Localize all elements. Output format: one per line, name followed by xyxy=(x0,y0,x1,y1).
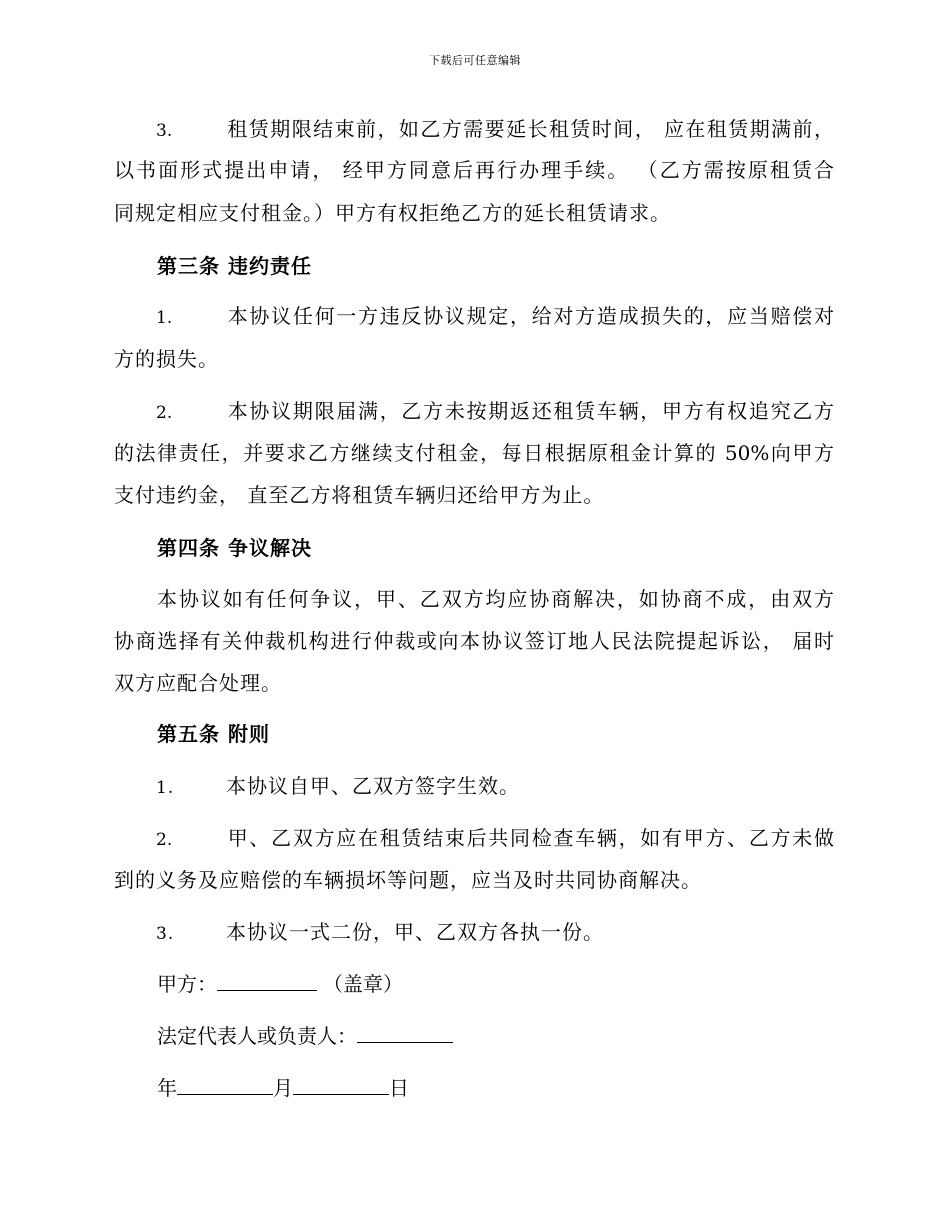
item-text: 本协议自甲、乙双方签字生效。 xyxy=(226,774,520,798)
clause5-title: 第五条 附则 xyxy=(157,722,270,746)
clause3-item1-line2: 方的损失。 xyxy=(114,347,219,371)
clause5-item2-line2: 到的义务及应赔偿的车辆损坏等问题，应当及时共同协商解决。 xyxy=(114,868,702,892)
item-number: 3. xyxy=(156,924,175,944)
clause2-item3-line1 xyxy=(114,116,834,144)
clause2-item3-line2: 以书面形式提出申请， 经甲方同意后再行办理手续。 （乙方需按原租赁合 xyxy=(114,158,834,182)
clause3-item2-line1 xyxy=(114,398,834,426)
day-label: 日 xyxy=(389,1076,409,1100)
clause5-item1 xyxy=(114,773,834,801)
year-label: 年 xyxy=(157,1076,177,1100)
day-blank[interactable] xyxy=(293,1074,389,1095)
clause5-item3 xyxy=(114,919,834,947)
item-text: 甲、乙双方应在租赁结束后共同检查车辆，如有甲方、乙方未做 xyxy=(226,826,834,850)
party-a-label: 甲方： xyxy=(157,972,217,996)
representative-blank[interactable] xyxy=(357,1022,453,1043)
month-label: 月 xyxy=(273,1076,293,1100)
representative-line xyxy=(157,1022,877,1049)
item-text: 租赁期限结束前，如乙方需要延长租赁时间， 应在租赁期满前， xyxy=(226,117,834,141)
seal-label: （盖章） xyxy=(323,972,403,996)
item-number: 2. xyxy=(156,830,173,850)
clause3-item2-line3: 支付违约金， 直至乙方将租赁车辆归还给甲方为止。 xyxy=(114,483,605,507)
item-text: 本协议任何一方违反协议规定，给对方造成损失的，应当赔偿对 xyxy=(226,304,834,328)
item-number: 1. xyxy=(156,778,175,798)
clause5-item2-line1 xyxy=(114,825,834,853)
clause4-line1: 本协议如有任何争议，甲、乙双方均应协商解决，如协商不成，由双方 xyxy=(157,587,834,611)
clause4-line2: 协商选择有关仲裁机构进行仲裁或向本协议签订地人民法院提起诉讼， 届时 xyxy=(114,629,834,653)
clause3-title: 第三条 违约责任 xyxy=(157,254,312,278)
party-a-blank[interactable] xyxy=(217,970,317,991)
clause3-item2-line2: 的法律责任，并要求乙方继续支付租金，每日根据原租金计算的 50%向甲方 xyxy=(114,441,834,465)
item-number: 2. xyxy=(156,403,173,423)
item-number: 3. xyxy=(156,121,173,141)
item-text: 本协议期限届满，乙方未按期返还租赁车辆，甲方有权追究乙方 xyxy=(226,399,834,423)
clause4-title: 第四条 争议解决 xyxy=(157,536,312,560)
date-line xyxy=(157,1074,877,1101)
clause3-item1-line1 xyxy=(114,303,834,331)
item-number: 1. xyxy=(156,308,173,328)
party-a-line xyxy=(157,970,877,997)
page-header: 下载后可任意编辑 xyxy=(429,54,521,67)
representative-label: 法定代表人或负责人： xyxy=(157,1024,357,1048)
clause2-item3-line3: 同规定相应支付租金。）甲方有权拒绝乙方的延长租赁请求。 xyxy=(114,201,671,225)
clause4-line3: 双方应配合处理。 xyxy=(114,671,282,695)
month-blank[interactable] xyxy=(177,1074,273,1095)
item-text: 本协议一式二份，甲、乙双方各执一份。 xyxy=(226,920,604,944)
